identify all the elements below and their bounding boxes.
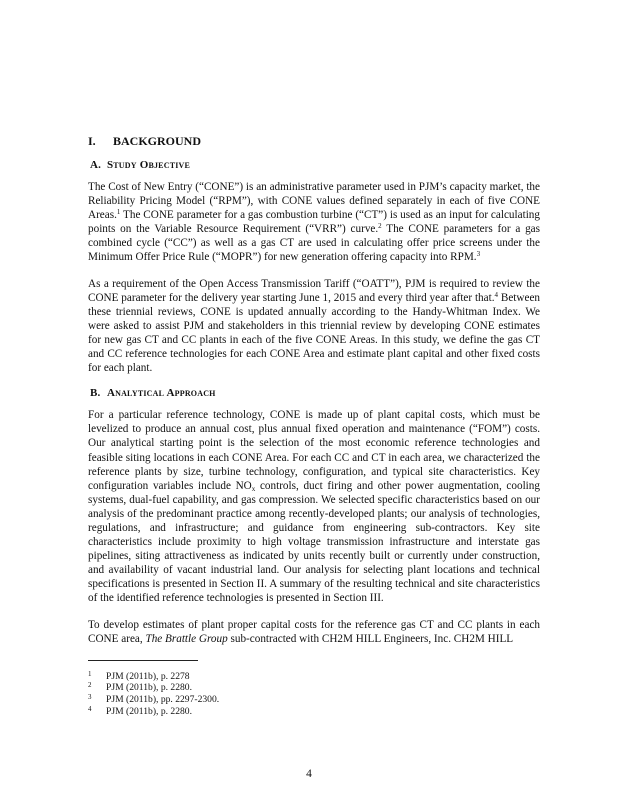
footnote-ref-3: 3	[476, 250, 481, 259]
footnote-item	[88, 682, 540, 694]
page-body	[88, 134, 540, 717]
footnote-number: 4	[88, 704, 92, 713]
para4-sentence-2: sub-contracted with CH2M HILL Engineers, Inc. CH2M HILL	[227, 632, 514, 645]
footnote-ref-4: 4	[494, 290, 499, 299]
footnote-text: PJM (2011b), pp. 2297-2300.	[106, 693, 220, 705]
subsection-heading-b	[88, 387, 540, 399]
footnote-text: PJM (2011b), p. 2278	[106, 670, 190, 682]
section-number: I.	[88, 134, 96, 148]
para1-sentence-2: The CONE parameter for a gas combustion turbine (“CT”) is used as an input for calculating points on the Variable Resource Requirement (“VRR”) curve.	[88, 209, 540, 236]
para3-sentence-1: For a particular reference technology, CONE is made up of plant capital costs, which must be levelized to produce an annual cost, plus annual fixed operation and maintenance (“FOM”) costs. Our analytical starting point is the selection of the most economic reference technologies and feasible siting locations in each CONE Area. For each CC and CT in each area, we characterized the reference plants by size, turbine technology, configuration, and typical site characteristics. Key configuration variables include NO	[88, 409, 540, 492]
paragraph-analytical-approach-1	[88, 408, 540, 605]
paragraph-study-objective-2	[88, 277, 540, 376]
footnotes	[88, 671, 540, 717]
subscript-x: x	[251, 484, 256, 493]
para1-sentence-3: The CONE parameters for a gas combined cycle (“CC”) as well as a gas CT are used in calculating offer price screens under the Minimum Offer Price Rule (“MOPR”) for new generation offering capacity into RPM.	[88, 223, 540, 264]
footnote-item	[88, 671, 540, 683]
brattle-group-name: The Brattle Group	[145, 632, 228, 645]
footnote-number: 1	[88, 669, 92, 678]
subsection-a-number: A.	[90, 159, 102, 171]
para3-sentence-2: controls, duct firing and other power augmentation, cooling systems, dual-fuel capability, and gas compression. We selected specific characteristics based on our analysis of the predominant practice among recently-developed plants; our analysis of technologies, regulations, and infrastructure; and guidance from engineering sub-contractors. Key site characteristics include proximity to high voltage transmission infrastructure and interstate gas pipelines, siting attractiveness as indicated by units recently built or currently under construction, and availability of vacant industrial land. Our analysis for selecting plant locations and technical specifications is presented in Section II. A summary of the resulting technical and site characteristics of the identified reference technologies is presented in Section III.	[88, 479, 540, 605]
para2-sentence-2: Between these triennial reviews, CONE is updated annually according to the Handy-Whitman Index. We were asked to assist PJM and stakeholders in this triennial review by developing CONE estimates for new gas CT and CC plants in each of the five CONE Areas. In this study, we define the gas CT and CC reference technologies for each CONE Area and estimate plant capital and other fixed costs for each plant.	[88, 291, 541, 375]
para4-sentence-1: To develop estimates of plant proper capital costs for the reference gas CT and CC plants in each CONE area,	[88, 618, 540, 645]
subsection-a-title: Study Objective	[106, 159, 191, 171]
footnote-ref-2: 2	[378, 222, 382, 231]
footnote-ref-1: 1	[116, 208, 121, 217]
footnote-text: PJM (2011b), p. 2280.	[106, 705, 192, 717]
page-number: 4	[306, 768, 312, 780]
footnote-text: PJM (2011b), p. 2280.	[106, 682, 192, 694]
para2-sentence-1: As a requirement of the Open Access Transmission Tariff (“OATT”), PJM is required to review the CONE parameter for the delivery year starting June 1, 2015 and every third year after that.	[88, 277, 540, 304]
subsection-b-number: B.	[90, 387, 101, 400]
footnote-item	[88, 694, 540, 706]
section-title: BACKGROUND	[113, 134, 202, 148]
paragraph-study-objective-1	[88, 180, 540, 265]
subsection-heading-a	[88, 159, 540, 171]
subsection-b-title: Analytical Approach	[106, 387, 216, 400]
footnote-item	[88, 706, 540, 718]
para1-sentence-1: The Cost of New Entry (“CONE”) is an administrative parameter used in PJM’s capacity market, the Reliability Pricing Model (“RPM”), with CONE values defined separately in each of five CONE Areas.	[88, 181, 540, 222]
footnote-divider	[88, 660, 198, 661]
footnote-number: 2	[88, 681, 92, 690]
section-heading	[88, 134, 540, 149]
paragraph-analytical-approach-2	[88, 618, 540, 646]
footnote-number: 3	[88, 692, 92, 701]
